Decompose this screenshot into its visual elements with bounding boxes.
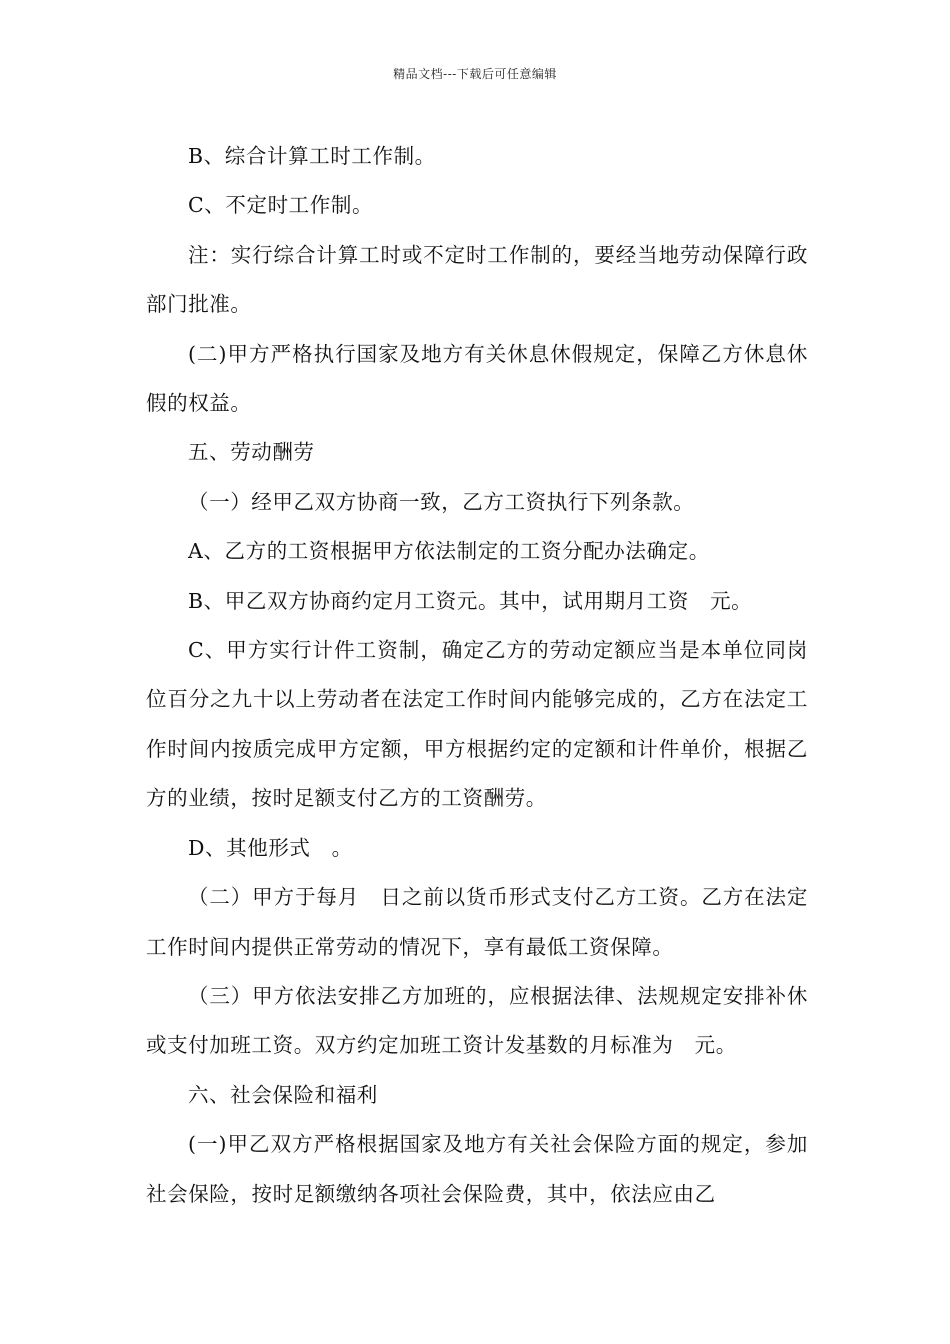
paragraph-social-insurance: (一)甲乙双方严格根据国家及地方有关社会保险方面的规定，参加社会保险，按时足额缴纳各项社会保险费，其中，依法应由乙 — [146, 1132, 808, 1206]
paragraph-wage-terms: （一）经甲乙双方协商一致，乙方工资执行下列条款。 — [188, 489, 695, 514]
paragraph-b-monthly-wage: B、甲乙双方协商约定月工资元。其中，试用期月工资 元。 — [188, 588, 753, 613]
document-body — [146, 132, 808, 1219]
paragraph-overtime: （三）甲方依法安排乙方加班的，应根据法律、法规规定安排补休或支付加班工资。双方约定加班工资计发基数的月标准为 元。 — [146, 983, 808, 1058]
paragraph-a-wage-method: A、乙方的工资根据甲方依法制定的工资分配办法确定。 — [188, 539, 710, 564]
section-heading-social-insurance: 六、社会保险和福利 — [188, 1082, 378, 1107]
paragraph-b-comprehensive-hours: B、综合计算工时工作制。 — [188, 144, 436, 168]
page-header: 精品文档---下载后可任意编辑 — [393, 67, 557, 81]
paragraph-d-other-form: D、其他形式 。 — [188, 835, 353, 860]
paragraph-c-piece-rate: C、甲方实行计件工资制，确定乙方的劳动定额应当是本单位同岗位百分之九十以上劳动者在法定工作时间内能够完成的，乙方在法定工作时间内按质完成甲方定额，甲方根据约定的定额和计件单价，根据乙方的业绩，按时足额支付乙方的工资酬劳。 — [146, 638, 808, 811]
paragraph-payment-date: （二）甲方于每月 日之前以货币形式支付乙方工资。乙方在法定工作时间内提供正常劳动的情况下，享有最低工资保障。 — [146, 885, 808, 959]
paragraph-note-approval: 注：实行综合计算工时或不定时工作制的，要经当地劳动保障行政部门批准。 — [146, 242, 808, 317]
paragraph-c-flexible-hours: C、不定时工作制。 — [188, 193, 374, 218]
section-heading-remuneration: 五、劳动酬劳 — [188, 440, 315, 465]
paragraph-rest-leave: (二)甲方严格执行国家及地方有关休息休假规定，保障乙方休息休假的权益。 — [146, 341, 808, 416]
